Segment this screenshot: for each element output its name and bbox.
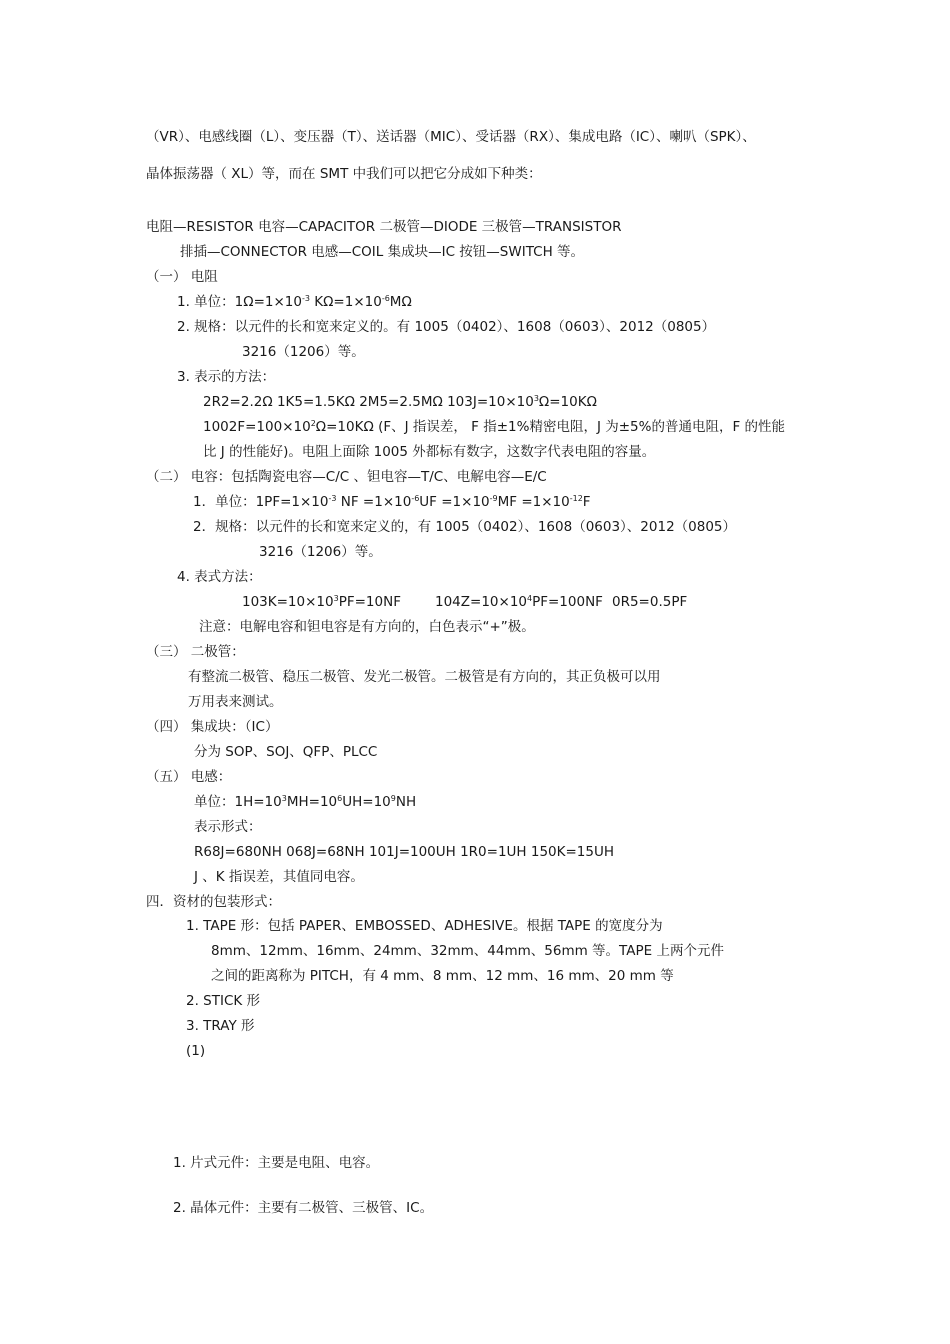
resistor-example-a-exponent: 3 [533, 394, 539, 403]
inductor-unit-exponent-3: 9 [390, 794, 396, 803]
list-item-1: 1. 片式元件：主要是电阻、电容。 [173, 1155, 380, 1171]
section-inductor-heading: （五） 电感： [146, 769, 232, 785]
inductor-unit [194, 794, 416, 810]
ic-types: 分为 SOP、SOJ、QFP、PLCC [194, 744, 378, 760]
resistor-unit-exponent-2: -6 [381, 294, 390, 303]
capacitor-unit-exponent-3: -9 [489, 494, 498, 503]
resistor-unit-exponent-1: -3 [301, 294, 310, 303]
capacitor-example-a-text: 103K=10×10 [242, 594, 334, 610]
intro-line-2: 晶体振荡器（ XL）等，而在 SMT 中我们可以把它分成如下种类： [146, 166, 542, 182]
capacitor-example-b-exponent: 4 [527, 594, 533, 603]
packaging-stick: 2. STICK 形 [186, 993, 261, 1009]
capacitor-example-b [435, 594, 603, 610]
resistor-example-b-text: 1002F=100×10 [203, 419, 311, 435]
capacitor-unit-f: F [582, 494, 591, 510]
inductor-unit-a: 单位：1H=10 [194, 794, 282, 810]
resistor-example-a-text: 2R2=2.2Ω 1K5=1.5KΩ 2M5=2.5MΩ 103J=10×10 [203, 394, 534, 410]
resistor-example-b-exponent: 2 [310, 419, 316, 428]
capacitor-unit-b: NF =1×10 [336, 494, 412, 510]
resistor-unit-prefix: 1. 单位：1Ω=1×10 [177, 294, 302, 310]
capacitor-example-c: 0R5=0.5PF [612, 594, 688, 610]
inductor-examples: R68J=680NH 068J=68NH 101J=100UH 1R0=1UH 150K=15UH [194, 844, 615, 860]
resistor-unit-suffix: MΩ [389, 294, 412, 310]
section-diode-heading: （三） 二极管： [146, 644, 245, 660]
resistor-method-title: 3. 表示的方法： [177, 369, 276, 385]
capacitor-unit [193, 494, 591, 510]
packaging-heading: 四．资材的包装形式： [146, 894, 281, 910]
capacitor-spec-line-2: 3216（1206）等。 [259, 544, 382, 560]
capacitor-example-b-text: 104Z=10×10 [435, 594, 527, 610]
resistor-example-a-tail: Ω=10KΩ [538, 394, 597, 410]
resistor-example-c: 比 J 的性能好)。电阻上面除 1005 外都标有数字，这数字代表电阻的容量。 [203, 444, 656, 460]
intro-line-1: （VR）、电感线圈（L）、变压器（T）、送话器（MIC）、受话器（RX）、集成电路（IC）、喇叭（SPK）、 [146, 129, 756, 145]
inductor-unit-exponent-1: 3 [281, 794, 287, 803]
capacitor-unit-exponent-2: -6 [411, 494, 420, 503]
resistor-example-a [203, 394, 597, 410]
capacitor-unit-exponent-1: -3 [328, 494, 337, 503]
capacitor-unit-exponent-4: -12 [569, 494, 583, 503]
capacitor-example-b-tail: PF=100NF [532, 594, 603, 610]
resistor-example-b [203, 419, 785, 435]
section-ic-heading: （四） 集成块：（IC） [146, 719, 279, 735]
capacitor-note: 注意：电解电容和钽电容是有方向的，白色表示“+”极。 [199, 619, 535, 635]
inductor-unit-b: MH=10 [286, 794, 338, 810]
capacitor-example-a-exponent: 3 [333, 594, 339, 603]
inductor-unit-d: NH [395, 794, 417, 810]
capacitor-method-title: 4. 表式方法： [177, 569, 262, 585]
capacitor-example-a [242, 594, 401, 610]
capacitor-unit-c: UF =1×10 [419, 494, 490, 510]
section-capacitor-heading: （二） 电容：包括陶瓷电容—C/C 、钽电容—T/C、电解电容—E/C [146, 469, 547, 485]
resistor-spec-line-2: 3216（1206）等。 [242, 344, 365, 360]
inductor-unit-c: UH=10 [342, 794, 391, 810]
packaging-tray: 3. TRAY 形 [186, 1018, 255, 1034]
packaging-tape-line-3: 之间的距离称为 PITCH，有 4 mm、8 mm、12 mm、16 mm、20 mm 等 [211, 968, 674, 984]
categories-line-2: 排插—CONNECTOR 电感—COIL 集成块—IC 按钮—SWITCH 等。 [180, 244, 585, 260]
resistor-unit-mid: KΩ=1×10 [309, 294, 382, 310]
packaging-paren-label: (1) [186, 1043, 206, 1059]
diode-line-2: 万用表来测试。 [188, 694, 283, 710]
packaging-tape-line-2: 8mm、12mm、16mm、24mm、32mm、44mm、56mm 等。TAPE 上两个元件 [211, 943, 724, 959]
capacitor-example-a-tail: PF=10NF [338, 594, 401, 610]
inductor-unit-exponent-2: 6 [337, 794, 343, 803]
resistor-spec-line-1: 2. 规格：以元件的长和宽来定义的。有 1005（0402）、1608（0603）、2012（0805） [177, 319, 716, 335]
capacitor-spec-line-1: 2．规格：以元件的长和宽来定义的，有 1005（0402）、1608（0603）、2012（0805） [193, 519, 737, 535]
list-item-2: 2. 晶体元件：主要有二极管、三极管、IC。 [173, 1200, 434, 1216]
inductor-tolerance: J 、K 指误差，其值同电容。 [194, 869, 364, 885]
section-resistor-heading: （一） 电阻 [146, 269, 218, 285]
resistor-unit [177, 294, 412, 310]
inductor-form-title: 表示形式： [194, 819, 262, 835]
packaging-tape-line-1: 1. TAPE 形：包括 PAPER、EMBOSSED、ADHESIVE。根据 TAPE 的宽度分为 [186, 918, 663, 934]
resistor-example-b-tail: Ω=10KΩ (F、J 指误差， F 指±1%精密电阻，J 为±5%的普通电阻，F 的性能 [315, 419, 786, 435]
diode-line-1: 有整流二极管、稳压二极管、发光二极管。二极管是有方向的，其正负极可以用 [188, 669, 661, 685]
categories-line-1: 电阻—RESISTOR 电容—CAPACITOR 二极管—DIODE 三极管—TRANSISTOR [146, 219, 622, 235]
capacitor-unit-d: MF =1×10 [497, 494, 570, 510]
capacitor-unit-a: 1．单位：1PF=1×10 [193, 494, 329, 510]
